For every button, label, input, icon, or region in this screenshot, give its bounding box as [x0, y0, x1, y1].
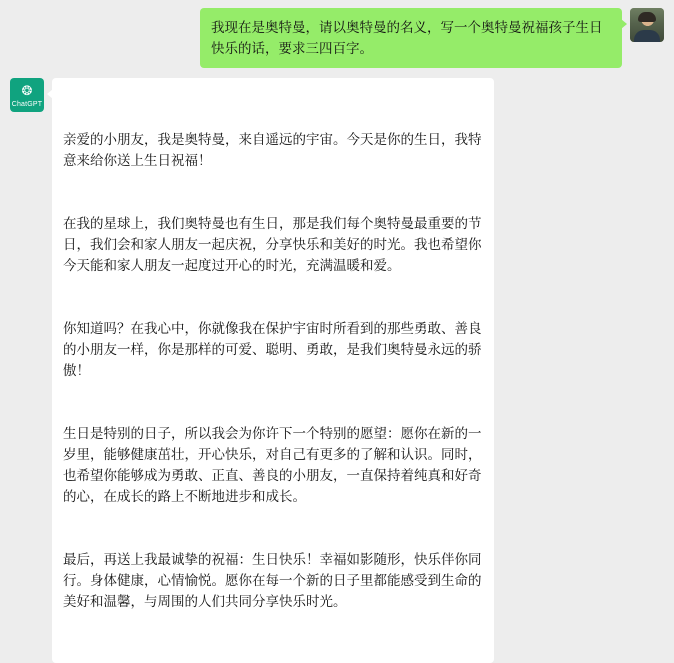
openai-knot-icon: ❂	[21, 83, 33, 98]
user-avatar-body	[634, 30, 660, 42]
assistant-paragraph-3: 你知道吗？在我心中，你就像我在保护宇宙时所看到的那些勇敢、善良的小朋友一样，你是那样的可爱、聪明、勇敢，是我们奥特曼永远的骄傲！	[63, 321, 482, 378]
message-row-assistant	[10, 78, 664, 663]
assistant-paragraph-1: 亲爱的小朋友，我是奥特曼，来自遥远的宇宙。今天是你的生日，我特意来给你送上生日祝福！	[63, 132, 482, 168]
user-avatar-hair	[638, 12, 656, 22]
assistant-paragraph-2: 在我的星球上，我们奥特曼也有生日，那是我们每个奥特曼最重要的节日，我们会和家人朋友一起庆祝，分享快乐和美好的时光。我也希望你今天能和家人朋友一起度过开心的时光，充满温暖和爱。	[63, 216, 482, 273]
assistant-paragraph-5: 最后，再送上我最诚挚的祝福：生日快乐！幸福如影随形，快乐伴你同行。身体健康，心情愉悦。愿你在每一个新的日子里都能感受到生命的美好和温馨，与周围的人们共同分享快乐时光。	[63, 552, 482, 609]
assistant-paragraph-4: 生日是特别的日子，所以我会为你许下一个特别的愿望：愿你在新的一岁里，能够健康茁壮，开心快乐，对自己有更多的了解和认识。同时，也希望你能够成为勇敢、正直、善良的小朋友，一直保持着纯真和好奇的心，在成长的路上不断地进步和成长。	[63, 426, 482, 504]
user-avatar[interactable]	[630, 8, 664, 42]
chatgpt-avatar-icon[interactable]	[10, 78, 44, 112]
chatgpt-avatar-label: ChatGPT	[11, 101, 43, 108]
user-message-bubble[interactable]: 我现在是奥特曼，请以奥特曼的名义，写一个奥特曼祝福孩子生日快乐的话，要求三四百字。	[200, 8, 622, 68]
assistant-message-bubble[interactable]	[52, 78, 494, 663]
message-row-user	[10, 8, 664, 68]
